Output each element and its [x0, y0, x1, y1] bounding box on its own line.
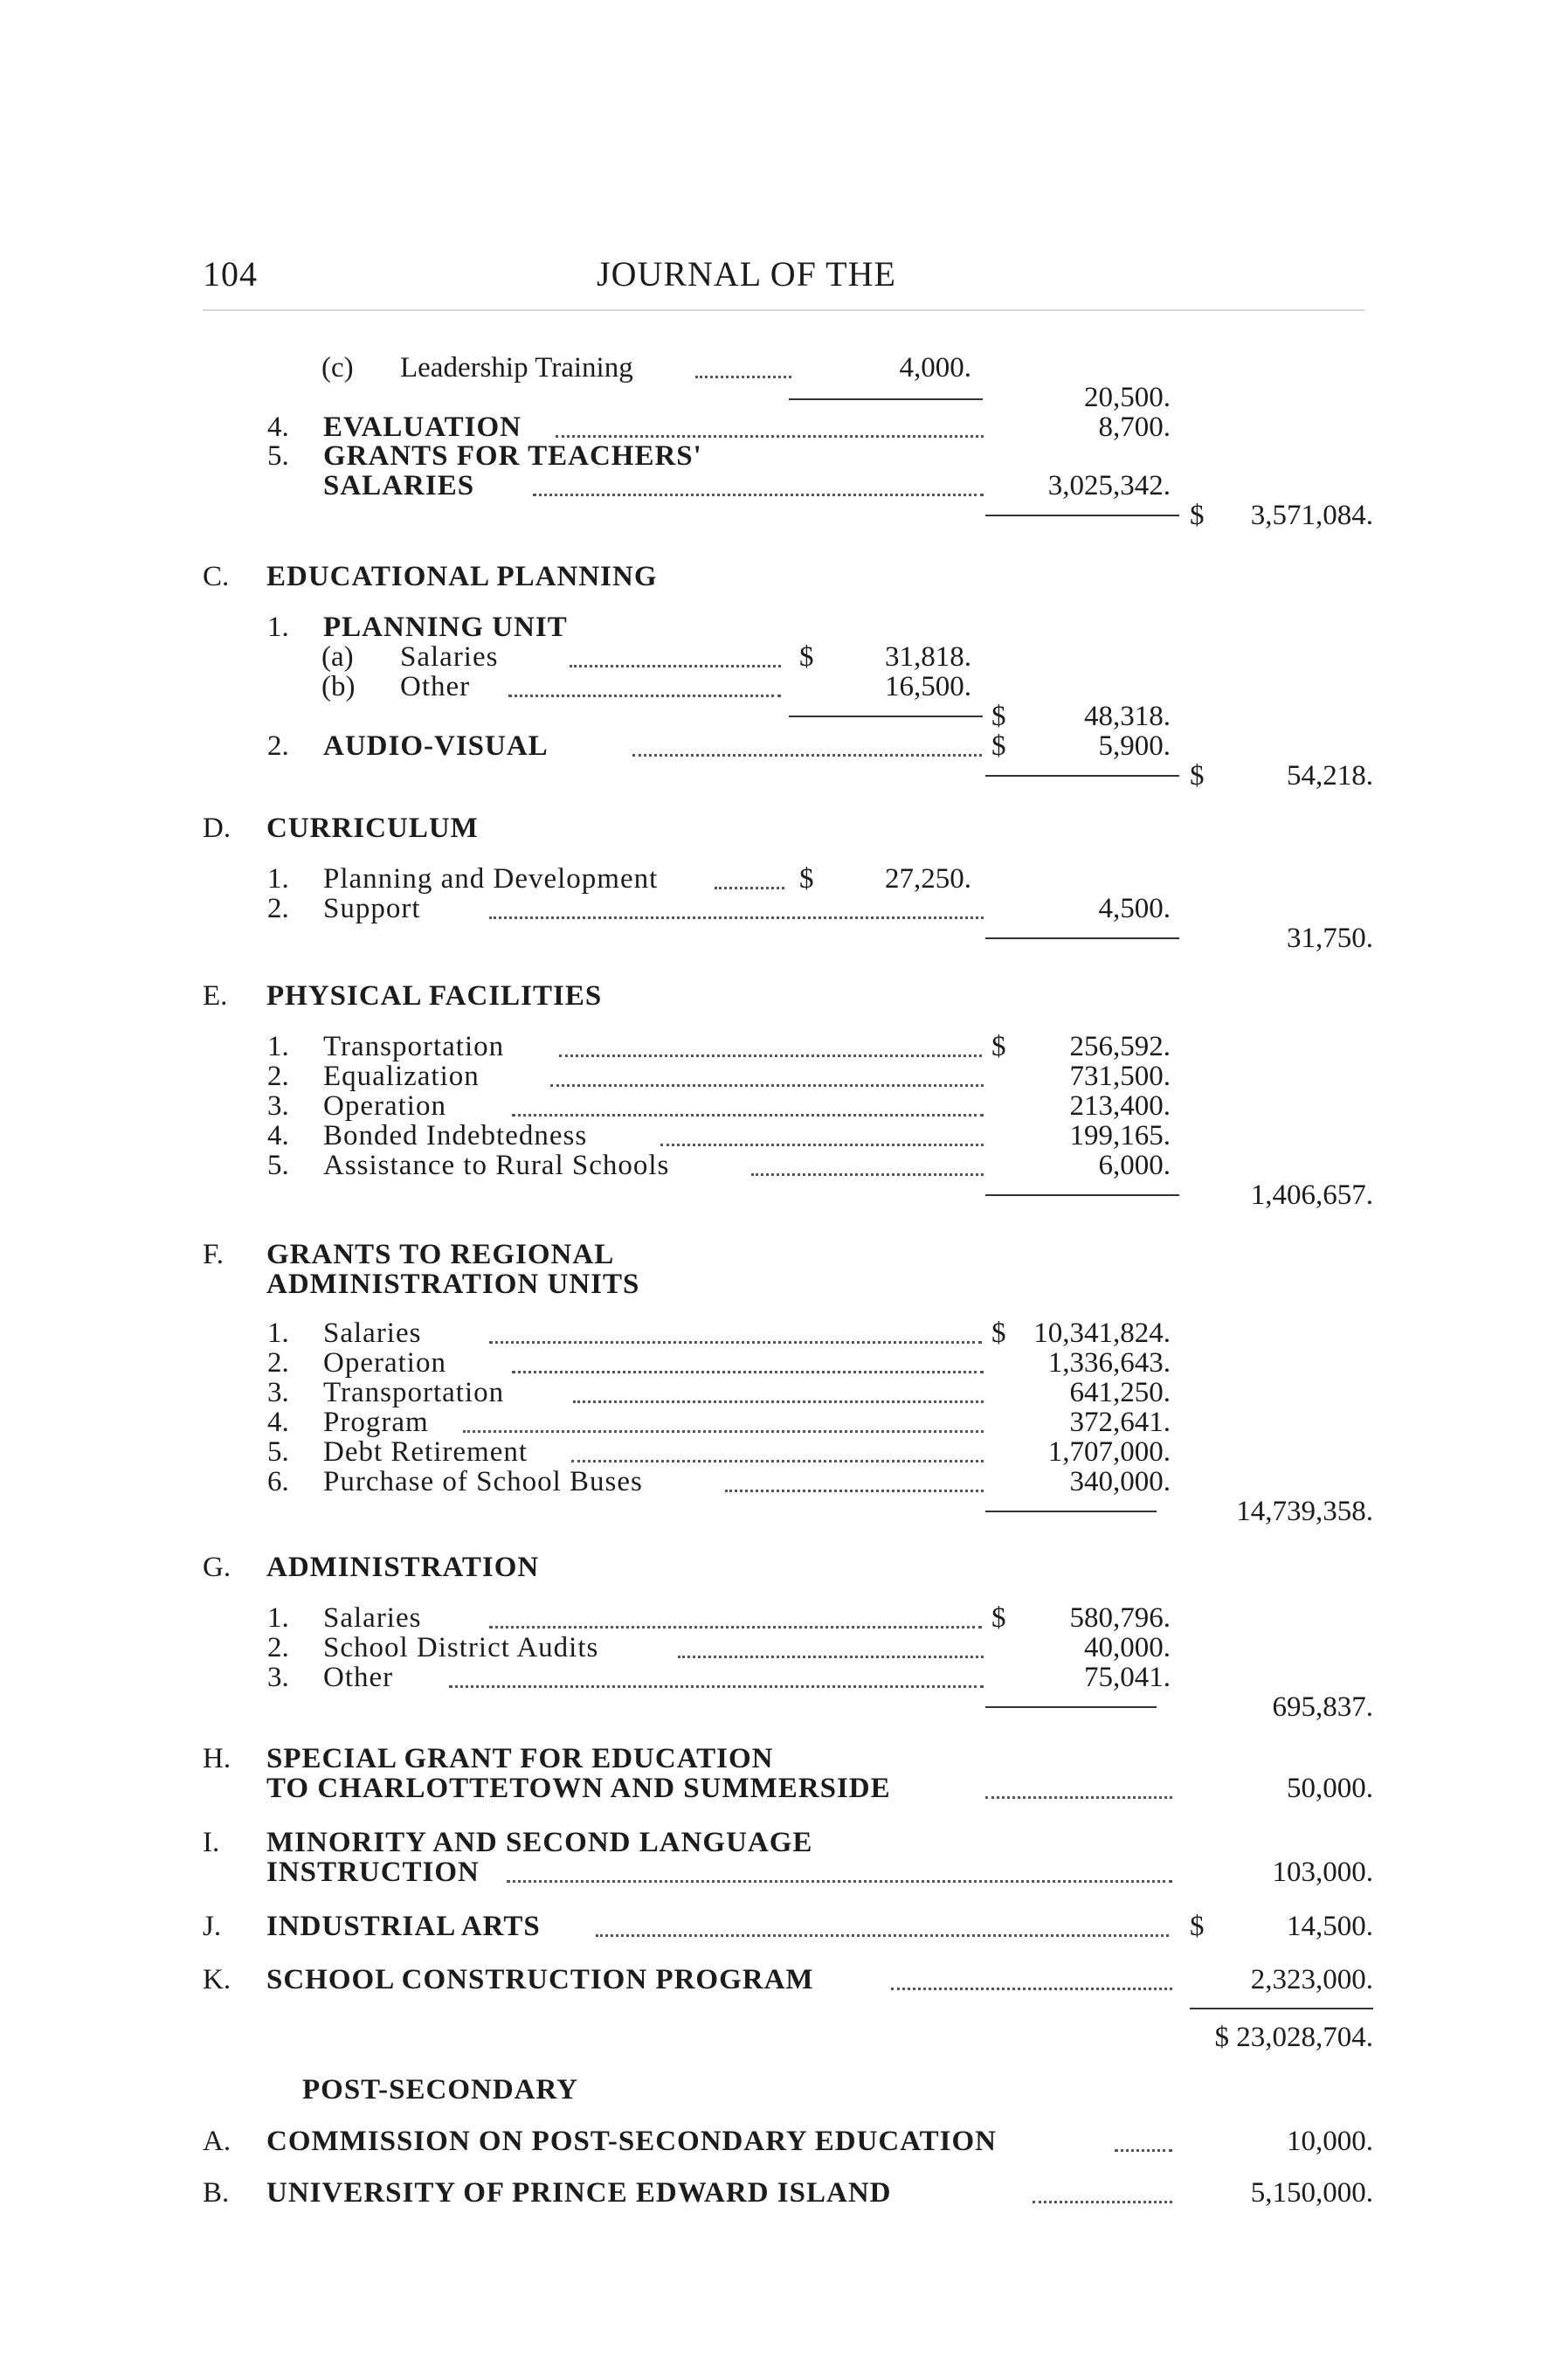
item-number: 5.	[267, 1436, 289, 1468]
item-number: 4.	[267, 1407, 289, 1438]
dot-leader	[508, 695, 781, 697]
item-number: 4.	[267, 1120, 289, 1151]
item-number: 2.	[267, 1061, 289, 1092]
item-text: Operation	[323, 1090, 446, 1122]
section-title: SPECIAL GRANT FOR EDUCATION	[266, 1743, 774, 1774]
item-text: Planning and Development	[323, 863, 659, 895]
dot-leader	[512, 1114, 984, 1117]
item-amount: 3,025,342.	[1047, 470, 1171, 501]
dollar-sign: $	[991, 701, 1006, 732]
item-number: 1.	[267, 612, 289, 643]
dot-leader	[596, 1934, 1169, 1937]
section-total: 31,750.	[1287, 923, 1373, 954]
item-title: GRANTS FOR TEACHERS'	[323, 440, 702, 472]
item-amount: 40,000.	[1084, 1632, 1171, 1663]
sum-rule	[789, 716, 983, 717]
dot-leader	[1115, 2149, 1172, 2152]
item-label: (c)	[321, 352, 354, 384]
dot-leader	[571, 1460, 984, 1463]
item-text: Equalization	[323, 1061, 480, 1092]
item-text: Salaries	[400, 641, 499, 673]
item-title: AUDIO-VISUAL	[323, 730, 549, 762]
section-letter: K.	[203, 1964, 231, 1995]
section-total: 10,000.	[1287, 2126, 1373, 2157]
item-text: Assistance to Rural Schools	[323, 1150, 670, 1181]
dot-leader	[533, 494, 984, 496]
sum-rule	[789, 398, 983, 400]
grand-total-rule	[1190, 2008, 1373, 2009]
item-text: Other	[323, 1662, 394, 1693]
section-title: SCHOOL CONSTRUCTION PROGRAM	[266, 1964, 814, 1995]
dot-leader	[725, 1490, 984, 1492]
item-number: 4.	[267, 411, 289, 443]
item-amount: 1,336,643.	[1047, 1347, 1171, 1379]
item-title: PLANNING UNIT	[323, 612, 568, 643]
section-letter: I.	[203, 1827, 220, 1858]
dot-leader	[751, 1173, 984, 1176]
dollar-sign: $	[991, 1602, 1006, 1634]
sum-rule	[985, 1706, 1157, 1708]
item-amount: 340,000.	[1069, 1466, 1171, 1497]
item-amount: 731,500.	[1069, 1061, 1171, 1092]
section-letter: J.	[203, 1911, 222, 1942]
section-total: 14,739,358.	[1236, 1496, 1373, 1527]
dot-leader	[660, 1144, 984, 1146]
item-text: Transportation	[323, 1031, 505, 1062]
section-letter: B.	[203, 2177, 230, 2209]
dollar-sign: $	[991, 730, 1006, 762]
section-title: EDUCATIONAL PLANNING	[266, 561, 658, 592]
section-title: UNIVERSITY OF PRINCE EDWARD ISLAND	[266, 2177, 892, 2209]
item-amount: 10,341,824.	[1033, 1317, 1171, 1349]
item-text: Other	[400, 671, 471, 702]
item-text: School District Audits	[323, 1632, 599, 1663]
section-title: CURRICULUM	[266, 813, 479, 844]
item-amount: 580,796.	[1069, 1602, 1171, 1634]
section-total: 1,406,657.	[1250, 1179, 1373, 1211]
item-amount: 199,165.	[1069, 1120, 1171, 1151]
section-letter: E.	[203, 980, 228, 1012]
item-amount: 27,250.	[885, 863, 971, 895]
dollar-sign: $	[991, 1317, 1006, 1349]
section-letter: A.	[203, 2126, 231, 2157]
sum-rule	[985, 775, 1179, 777]
page-number: 104	[203, 254, 258, 294]
subtotal-amount: 20,500.	[1084, 382, 1171, 413]
item-text: Salaries	[323, 1317, 422, 1349]
item-label: (a)	[321, 641, 354, 673]
item-text: Program	[323, 1407, 429, 1438]
subtotal-amount: 48,318.	[1084, 701, 1171, 732]
dollar-sign: $	[1190, 1911, 1205, 1942]
item-text: Leadership Training	[400, 352, 633, 384]
dot-leader	[891, 1988, 1172, 1990]
dot-leader	[512, 1371, 984, 1373]
dot-leader	[695, 376, 791, 378]
item-number: 1.	[267, 863, 289, 895]
section-total: 5,150,000.	[1250, 2177, 1373, 2209]
item-amount: 256,592.	[1069, 1031, 1171, 1062]
item-number: 1.	[267, 1317, 289, 1349]
header-rule	[203, 309, 1364, 311]
item-number: 3.	[267, 1662, 289, 1693]
dollar-sign: $	[991, 1031, 1006, 1062]
item-amount: 641,250.	[1069, 1377, 1171, 1408]
dot-leader	[489, 1626, 982, 1629]
dot-leader	[463, 1430, 984, 1433]
dot-leader	[559, 1055, 982, 1057]
section-letter: H.	[203, 1743, 231, 1774]
item-text: Operation	[323, 1347, 446, 1379]
dot-leader	[573, 1400, 984, 1403]
item-amount: 1,707,000.	[1047, 1436, 1171, 1468]
section-letter: C.	[203, 561, 230, 592]
section-title: INDUSTRIAL ARTS	[266, 1911, 541, 1942]
dot-leader	[985, 1796, 1172, 1799]
item-number: 3.	[267, 1090, 289, 1122]
dot-leader	[678, 1656, 984, 1658]
dollar-sign: $	[799, 641, 814, 673]
item-number: 3.	[267, 1377, 289, 1408]
dot-leader	[489, 1341, 982, 1344]
item-text: Transportation	[323, 1377, 505, 1408]
dot-leader	[489, 916, 984, 919]
section-total: 695,837.	[1272, 1691, 1373, 1723]
item-text: Purchase of School Buses	[323, 1466, 643, 1497]
item-number: 2.	[267, 893, 289, 924]
section-title: MINORITY AND SECOND LANGUAGE	[266, 1827, 813, 1858]
item-title: EVALUATION	[323, 411, 522, 443]
section-title: TO CHARLOTTETOWN AND SUMMERSIDE	[266, 1773, 891, 1804]
item-title: SALARIES	[323, 470, 475, 501]
item-number: 1.	[267, 1031, 289, 1062]
section-letter: F.	[203, 1239, 224, 1270]
sum-rule	[985, 1511, 1157, 1512]
section-total: 14,500.	[1287, 1911, 1373, 1942]
dollar-sign: $	[1190, 760, 1205, 792]
item-amount: 75,041.	[1084, 1662, 1171, 1693]
item-amount: 31,818.	[885, 641, 971, 673]
dot-leader	[1033, 2201, 1172, 2203]
item-amount: 6,000.	[1098, 1150, 1171, 1181]
sum-rule	[985, 1194, 1179, 1196]
running-title: JOURNAL OF THE	[597, 254, 896, 294]
item-text: Debt Retirement	[323, 1436, 528, 1468]
dot-leader	[570, 665, 781, 667]
dollar-sign: $	[799, 863, 814, 895]
section-letter: G.	[203, 1552, 231, 1583]
dot-leader	[715, 887, 784, 889]
grand-total: $ 23,028,704.	[1214, 2022, 1373, 2053]
item-text: Support	[323, 893, 421, 924]
section-title: INSTRUCTION	[266, 1857, 480, 1888]
item-number: 2.	[267, 1347, 289, 1379]
section-title: COMMISSION ON POST-SECONDARY EDUCATION	[266, 2126, 997, 2157]
item-amount: 5,900.	[1098, 730, 1171, 762]
dot-leader	[507, 1880, 1172, 1883]
item-amount: 213,400.	[1069, 1090, 1171, 1122]
post-secondary-heading: POST-SECONDARY	[302, 2074, 579, 2106]
section-title: ADMINISTRATION	[266, 1552, 540, 1583]
item-number: 5.	[267, 440, 289, 472]
item-amount: 16,500.	[885, 671, 971, 702]
item-number: 5.	[267, 1150, 289, 1181]
section-title: ADMINISTRATION UNITS	[266, 1269, 640, 1300]
sum-rule	[985, 937, 1179, 939]
dollar-sign: $	[1190, 500, 1205, 531]
section-title: PHYSICAL FACILITIES	[266, 980, 603, 1012]
dot-leader	[449, 1685, 984, 1688]
item-text: Salaries	[323, 1602, 422, 1634]
item-amount: 8,700.	[1098, 411, 1171, 443]
section-total: 54,218.	[1287, 760, 1373, 792]
section-title: GRANTS TO REGIONAL	[266, 1239, 615, 1270]
section-total: 3,571,084.	[1250, 500, 1373, 531]
item-number: 6.	[267, 1466, 289, 1497]
section-total: 2,323,000.	[1250, 1964, 1373, 1995]
item-number: 2.	[267, 730, 289, 762]
item-amount: 4,500.	[1098, 893, 1171, 924]
item-number: 2.	[267, 1632, 289, 1663]
item-amount: 372,641.	[1069, 1407, 1171, 1438]
item-number: 1.	[267, 1602, 289, 1634]
dot-leader	[556, 435, 984, 438]
item-text: Bonded Indebtedness	[323, 1120, 588, 1151]
item-label: (b)	[321, 671, 356, 702]
section-letter: D.	[203, 813, 231, 844]
section-total: 50,000.	[1287, 1773, 1373, 1804]
sum-rule	[985, 515, 1179, 516]
section-total: 103,000.	[1272, 1857, 1373, 1888]
dot-leader	[632, 754, 982, 757]
item-amount: 4,000.	[899, 352, 971, 384]
dot-leader	[550, 1084, 984, 1087]
